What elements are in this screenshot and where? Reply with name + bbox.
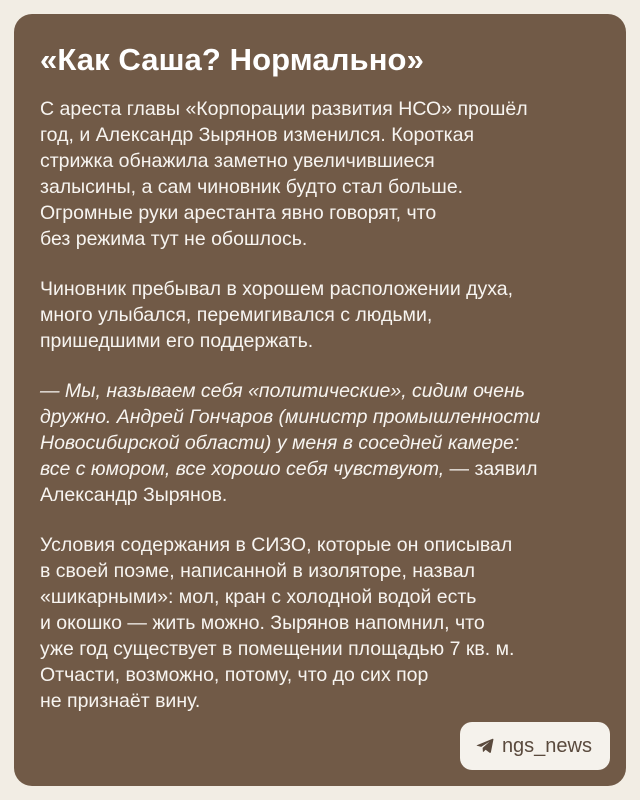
paragraph-mood [40, 276, 602, 354]
text-line: Огромные руки арестанта явно говорят, что [40, 202, 437, 224]
quote-line: Новосибирской области) у меня в соседней камере: [40, 432, 520, 454]
quote-attribution-name: Александр Зырянов. [40, 484, 228, 506]
quote-attribution: — заявил [444, 458, 538, 480]
channel-badge[interactable] [460, 722, 610, 770]
telegram-icon [476, 738, 494, 754]
text-line: залысины, а сам чиновник будто стал больше. [40, 176, 464, 198]
quote-line-with-attribution [40, 456, 602, 482]
text-line: «шикарными»: мол, кран с холодной водой есть [40, 586, 477, 608]
post-title: «Как Саша? Нормально» [40, 42, 424, 77]
text-line: С ареста главы «Корпорации развития НСО» прошёл [40, 98, 528, 120]
channel-name: ngs_news [501, 734, 592, 757]
paragraph-conditions [40, 532, 602, 714]
text-line: стрижка обнажила заметно увеличившиеся [40, 150, 435, 172]
text-line: Чиновник пребывал в хорошем расположении духа, [40, 278, 514, 300]
post-card [14, 14, 626, 786]
quote-line: все с юмором, все хорошо себя чувствуют, [40, 458, 445, 480]
text-line: без режима тут не обошлось. [40, 228, 308, 250]
quote-block [40, 378, 602, 508]
text-line: Условия содержания в СИЗО, которые он описывал [40, 534, 513, 556]
text-line: пришедшими его поддержать. [40, 330, 314, 352]
text-line: не признаёт вину. [40, 690, 201, 712]
text-line: и окошко — жить можно. Зырянов напомнил, что [40, 612, 485, 634]
quote-line: дружно. Андрей Гончаров (министр промышленности [40, 406, 541, 428]
quote-line: — Мы, называем себя «политические», сидим очень [40, 380, 525, 402]
text-line: Отчасти, возможно, потому, что до сих пор [40, 664, 429, 686]
text-line: в своей поэме, написанной в изоляторе, назвал [40, 560, 475, 582]
text-line: уже год существует в помещении площадью 7 кв. м. [40, 638, 515, 660]
text-line: год, и Александр Зырянов изменился. Короткая [40, 124, 475, 146]
paragraph-arrest [40, 96, 602, 252]
text-line: много улыбался, перемигивался с людьми, [40, 304, 433, 326]
